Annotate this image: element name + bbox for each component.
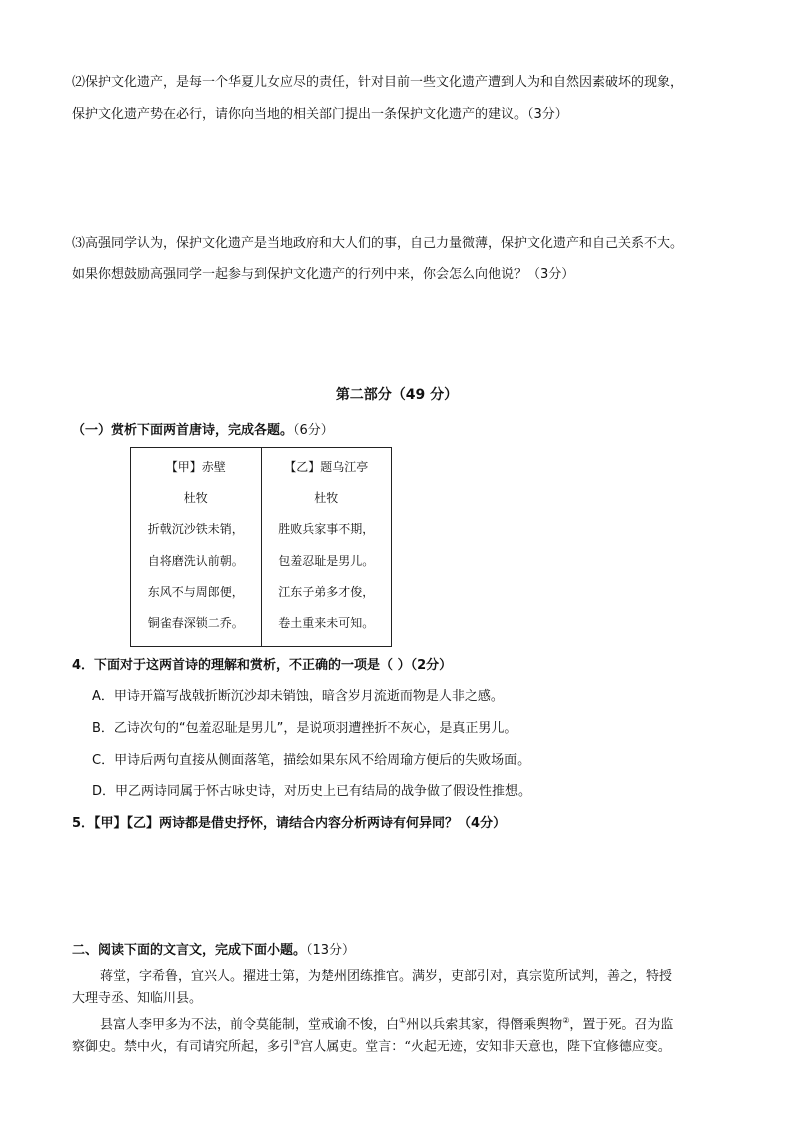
text-segment: 宫人属吏。堂言：“火起无迹，安知非天意也，陛下宜修德应变。	[300, 1039, 671, 1055]
section-1-score: （6分）	[293, 423, 334, 438]
question-4-option-a: A．甲诗开篇写战戟折断沉沙却未销蚀，暗含岁月流逝而物是人非之感。	[92, 689, 504, 704]
question-4-stem: 4．下面对于这两首诗的理解和赏析，不正确的一项是（ ）（2分）	[72, 658, 453, 673]
poem-line: 卷土重来未可知。	[278, 615, 375, 630]
footnote-marker: ②	[562, 1016, 570, 1025]
footnote-marker: ①	[399, 1016, 407, 1025]
poem-title: 【乙】题乌江亭	[284, 460, 369, 474]
question-2-line-1: ⑵保护文化遗产，是每一个华夏儿女应尽的责任，针对目前一些文化遗产遭到人为和自然因素破坏的现象，	[72, 75, 684, 90]
classical-text-para-1-line-1: 蒋堂，字希鲁，宜兴人。擢进士第，为楚州团练推官。满岁，吏部引对，真宗览所试判，善之，特授	[100, 969, 673, 984]
question-3-line-1: ⑶高强同学认为，保护文化遗产是当地政府和大人们的事，自己力量微薄，保护文化遗产和自己关系不大。	[72, 236, 684, 251]
text-segment: 州以兵索其家，得僭乘舆物	[406, 1017, 563, 1033]
classical-text-para-2-line-1	[100, 1011, 673, 1034]
poem-line: 铜雀春深锁二乔。	[147, 615, 244, 630]
poem-line: 折戟沉沙铁未销，	[147, 522, 244, 537]
poem-line: 包羞忍耻是男儿。	[278, 553, 375, 568]
section-2-heading-text: 二、阅读下面的文言文，完成下面小题。	[72, 943, 307, 958]
poem-author: 杜牧	[314, 491, 339, 506]
text-segment: 县富人李甲多为不法，前令莫能制，堂戒谕不悛，白	[100, 1017, 400, 1033]
poem-line: 东风不与周郎便，	[147, 584, 244, 599]
poem-table	[130, 447, 392, 647]
question-4-option-b: B．乙诗次句的“包羞忍耻是男儿”，是说项羽遭挫折不灰心，是真正男儿。	[92, 721, 518, 736]
poem-line: 胜败兵家事不期，	[278, 522, 375, 537]
poem-yi	[261, 448, 392, 646]
question-4-option-c: C．甲诗后两句直接从侧面落笔，描绘如果东风不给周瑜方便后的失败场面。	[92, 753, 531, 768]
classical-text-para-1-line-2: 大理寺丞、知临川县。	[72, 991, 203, 1006]
question-3-line-2: 如果你想鼓励高强同学一起参与到保护文化遗产的行列中来，你会怎么向他说？（3分）	[72, 267, 575, 282]
part-two-title: 第二部分（49 分）	[335, 387, 459, 403]
poem-jia	[131, 448, 261, 646]
section-1-heading-text: （一）赏析下面两首唐诗，完成各题。	[72, 423, 294, 438]
poem-title: 【甲】赤壁	[165, 460, 226, 474]
question-2-line-2: 保护文化遗产势在必行，请你向当地的相关部门提出一条保护文化遗产的建议。（3分）	[72, 107, 568, 122]
text-segment: ，置于死。召为监	[569, 1017, 674, 1033]
question-4-option-d: D．甲乙两诗同属于怀古咏史诗，对历史上已有结局的战争做了假设性推想。	[92, 784, 532, 799]
section-2-score: （13分）	[306, 943, 356, 958]
section-1-heading	[72, 421, 334, 440]
question-5-stem: 5．【甲】【乙】两诗都是借史抒怀，请结合内容分析两诗有何异同？（4分）	[72, 816, 507, 831]
section-2-heading	[72, 941, 355, 960]
classical-text-para-2-line-2	[72, 1033, 671, 1056]
poem-line: 自将磨洗认前朝。	[147, 553, 244, 568]
poem-author: 杜牧	[183, 491, 208, 506]
text-segment: 察御史。禁中火，有司请究所起，多引	[72, 1039, 294, 1055]
poem-line: 江东子弟多才俊，	[278, 584, 375, 599]
footnote-marker: ③	[293, 1038, 301, 1047]
